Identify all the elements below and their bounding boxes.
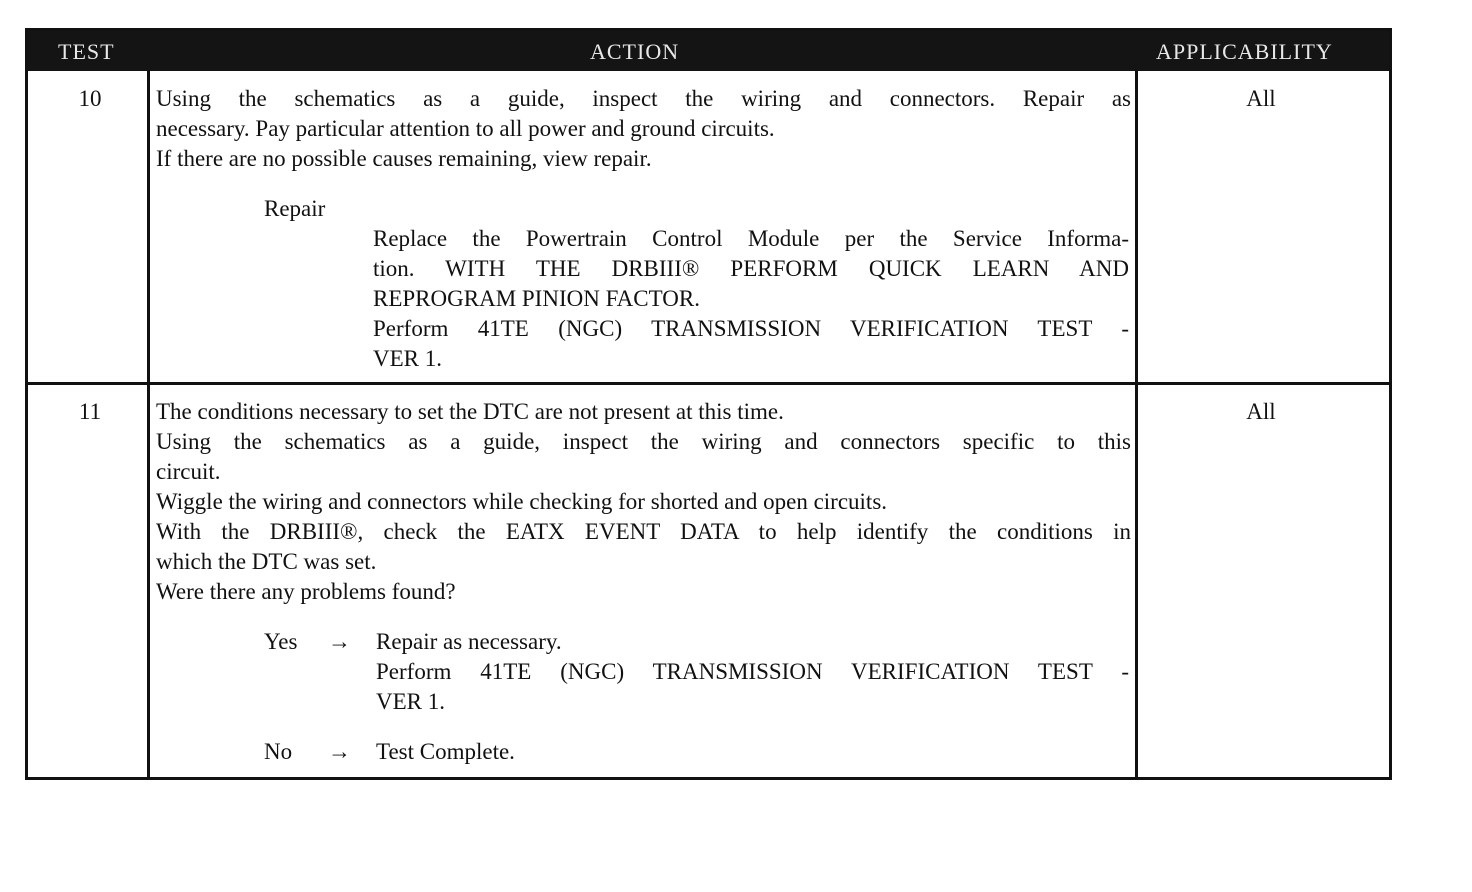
- applicability-value: All: [1246, 86, 1276, 111]
- no-line: Test Complete.: [376, 739, 515, 764]
- action-line: circuit.: [156, 459, 221, 484]
- repair-label: Repair: [264, 196, 326, 221]
- arrow-icon: →: [328, 739, 351, 764]
- action-line: Using the schematics as a guide, inspect the wiring and connectors. Repair as: [156, 86, 1131, 111]
- header-applicability: APPLICABILITY: [1156, 39, 1333, 64]
- repair-line: VER 1.: [373, 346, 442, 371]
- table-header: [28, 31, 1389, 71]
- test-number: 10: [78, 86, 102, 111]
- action-line: Using the schematics as a guide, inspect the wiring and connectors specific to this: [156, 429, 1131, 454]
- action-line: If there are no possible causes remaining, view repair.: [156, 146, 652, 171]
- repair-line: tion. WITH THE DRBIII® PERFORM QUICK LEARN AND: [373, 256, 1129, 281]
- action-line: The conditions necessary to set the DTC are not present at this time.: [156, 399, 784, 424]
- column-divider: [1135, 71, 1138, 777]
- yes-line: VER 1.: [376, 689, 445, 714]
- action-line: which the DTC was set.: [156, 549, 377, 574]
- action-line: Wiggle the wiring and connectors while checking for shorted and open circuits.: [156, 489, 888, 514]
- row-divider: [28, 382, 1389, 385]
- repair-line: REPROGRAM PINION FACTOR.: [373, 286, 700, 311]
- header-action: ACTION: [590, 39, 680, 64]
- header-test: TEST: [58, 39, 115, 64]
- yes-line: Repair as necessary.: [376, 629, 562, 654]
- arrow-icon: →: [328, 629, 351, 654]
- procedure-table: [25, 28, 1392, 780]
- yes-line: Perform 41TE (NGC) TRANSMISSION VERIFICATION TEST -: [376, 659, 1129, 684]
- repair-line: Replace the Powertrain Control Module per the Service Informa-: [373, 226, 1129, 251]
- no-label: No: [264, 739, 293, 764]
- column-divider: [147, 71, 150, 777]
- action-line: Were there any problems found?: [156, 579, 456, 604]
- applicability-value: All: [1246, 399, 1276, 424]
- test-number: 11: [78, 399, 102, 424]
- repair-line: Perform 41TE (NGC) TRANSMISSION VERIFICATION TEST -: [373, 316, 1129, 341]
- action-line: necessary. Pay particular attention to all power and ground circuits.: [156, 116, 775, 141]
- yes-label: Yes: [264, 629, 298, 654]
- action-line: With the DRBIII®, check the EATX EVENT DATA to help identify the conditions in: [156, 519, 1131, 544]
